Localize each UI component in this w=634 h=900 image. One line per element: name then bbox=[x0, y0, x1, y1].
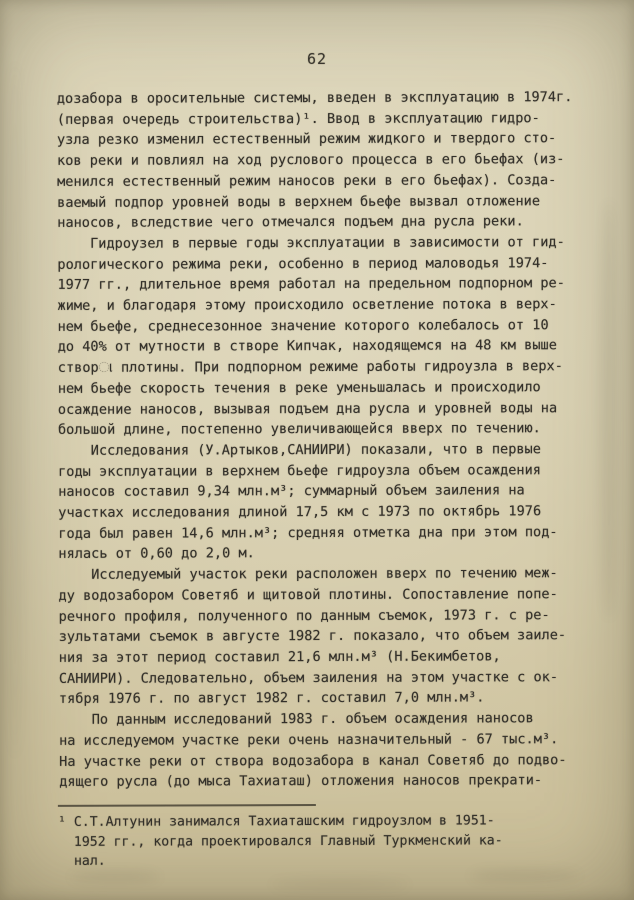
paragraph: Исследуемый участок реки расположен вверх по течению меж- ду водозабором Советяб и щитовой плотины. Сопоставление попе- речного профиля, полученного по данным съемок, 1973 г. с ре- зультатами съемок в августе 1982 г. показало, что объем заиле- ния за этот период составил 21,6 млн.м³ (Н.Бекимбетов, САНИИРИ). Следовательно, объем заиления на этом участке с ок- тября 1976 г. по август 1982 г. составил 7,0 млн.м³. bbox=[58, 565, 567, 708]
paragraph: дозабора в оросительные системы, введен в эксплуатацию в 1974г. (первая очередь строительства)¹. Ввод в эксплуатацию гидро- узла резко изменил естественный режим жидкого и твердого сто- ков реки и повлиял на ход руслового процесса в его бьефах (из- менился естественный режим наносов реки в его бьефах). Созда- ваемый подпор уровней воды в верхнем бьефе вызвал отложение наносов, вследствие чего отмечался подъем дна русла реки. bbox=[56, 89, 573, 232]
footnote-section bbox=[58, 803, 586, 871]
scan-smudge bbox=[600, 200, 618, 620]
paragraph: Исследования (У.Артыков,САНИИРИ) показали, что в первые годы эксплуатации в верхнем бьефе гидроузла объем осаждения наносов составил 9,34 млн.м³; суммарный объем заиления на участках исследования длиной 17,5 км с 1973 по октябрь 1976 года был равен 14,6 млн.м³; средняя отметка дна при этом под- нялась от 0,60 до 2,0 м. bbox=[58, 441, 558, 563]
scan-smudge bbox=[8, 60, 22, 760]
page-number: 62 bbox=[306, 50, 328, 68]
scan-smudge bbox=[270, 880, 410, 889]
paragraph: По данным исследований 1983 г. объем осаждения наносов на исследуемом участке реки очень назначительный - 67 тыс.м³. На участке реки от створа водозабора в канал Советяб до подво- дящего русла (до мыса Тахиаташ) отложения наносов прекрати- bbox=[58, 710, 567, 791]
scan-smudge bbox=[470, 870, 580, 882]
footnote-text: ¹ С.Т.Алтунин занимался Тахиаташским гидроузлом в 1951- 1952 гг., когда проектировался Главный Туркменский ка- нал. bbox=[57, 813, 503, 869]
footnote-divider bbox=[58, 804, 316, 807]
paragraph: Гидроузел в первые годы эксплуатации в зависимости от гид- рологического режима реки, особенно в период маловодья 1974- 1977 гг., длительное время работал на предельном подпорном ре- жиме, и благодаря этому происходило осветление потока в верх- нем бьефе, среднесезонное значение которого колебалось от 10 до 40% от мутности в створе Кипчак, находящемся на 48 км выше створા плотины. При подпорном режиме работы гидроузла в верх- нем бьефе скорость течения в реке уменьшалась и происходило осаждение наносов, вызывая подъем дна русла и уровней воды на большой длине, постепенно увеличивающейся вверх по течению. bbox=[57, 234, 565, 439]
scan-smudge bbox=[70, 872, 160, 882]
body-text bbox=[57, 87, 587, 793]
